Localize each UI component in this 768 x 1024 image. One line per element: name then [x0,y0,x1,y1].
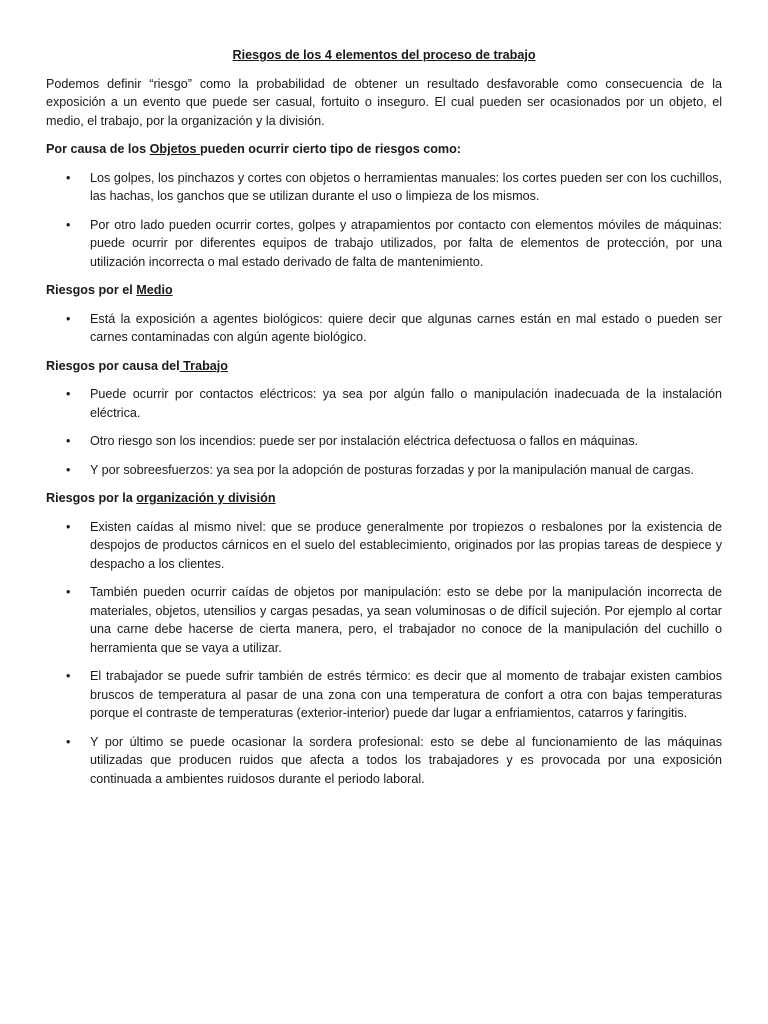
section-heading-objetos [46,140,722,159]
bullet-icon: • [66,734,71,749]
document-page [46,46,722,798]
intro-paragraph: Podemos definir “riesgo” como la probabilidad de obtener un resultado desfavorable como consecuencia de la exposición a un evento que puede ser casual, fortuito o inseguro. El cual pueden ser ocasionados por un objeto, el medio, el trabajo, por la organización y la división. [46,76,722,128]
heading-prefix: Riesgos por el [46,283,137,297]
heading-underlined: organización y división [136,491,276,505]
list-item [46,432,722,451]
list-item [46,169,722,206]
section-heading-trabajo [46,357,722,376]
bullet-list-organizacion [46,518,722,789]
list-item-text: Y por sobreesfuerzos: ya sea por la adopción de posturas forzadas y por la manipulación manual de cargas. [90,462,694,477]
bullet-icon: • [66,311,71,326]
bullet-list-trabajo [46,385,722,479]
heading-prefix: Riesgos por la [46,491,137,505]
list-item [46,667,722,723]
bullet-icon: • [66,462,71,477]
heading-underlined: Medio [136,283,173,297]
section-heading-organizacion [46,489,722,508]
list-item-text: También pueden ocurrir caídas de objetos por manipulación: esto se debe por la manipulación incorrecta de materiales, objetos, utensilios y cargas pesadas, ya sean voluminosas o de difícil sujeción. Por ejemplo al cortar una carne debe hacerse de cierta manera, pero, el trabajador no conoce de la manipulación del cuchillo o herramienta que se vaya a utilizar. [90,585,722,655]
heading-underlined: Objetos [149,142,200,156]
bullet-icon: • [66,387,71,401]
list-item-text: Existen caídas al mismo nivel: que se produce generalmente por tropiezos o resbalones por la existencia de despojos de productos cárnicos en el suelo del establecimiento, originados por las propias tareas de despiece y despacho a los clientes. [90,519,722,571]
section-heading-medio [46,281,722,300]
bullet-icon: • [66,585,71,599]
list-item [46,216,722,272]
bullet-icon: • [66,669,71,683]
list-item [46,385,722,422]
list-item [46,310,722,347]
list-item-text: Está la exposición a agentes biológicos: quiere decir que algunas carnes están en mal estado o pueden ser carnes contaminadas con algún agente biológico. [90,311,722,344]
heading-prefix: Por causa de los [46,142,150,156]
list-item-text: Por otro lado pueden ocurrir cortes, golpes y atrapamientos por contacto con elementos móviles de máquinas: puede ocurrir por diferentes equipos de trabajo utilizados, por falta de elementos de protección, por una utilización incorrecta o mal estado derivado de falta de mantenimiento. [90,217,722,269]
list-item [46,518,722,574]
list-item-text: Y por último se puede ocasionar la sordera profesional: esto se debe al funcionamiento de las máquinas utilizadas que producen ruidos que afecta a todos los trabajadores y es provocada por una exposición continuada a ambientes ruidosos durante el periodo laboral. [90,734,722,786]
bullet-list-medio [46,310,722,347]
list-item-text: Los golpes, los pinchazos y cortes con objetos o herramientas manuales: los cortes pueden ser con los cuchillos, las hachas, los ganchos que se utilizan durante el uso o limpieza de los mismos. [90,170,722,203]
list-item-text: Puede ocurrir por contactos eléctricos: ya sea por algún fallo o manipulación inadecuada de la instalación eléctrica. [90,387,722,420]
list-item [46,461,722,480]
list-item-text: Otro riesgo son los incendios: puede ser por instalación eléctrica defectuosa o fallos en máquinas. [90,434,639,448]
document-title: Riesgos de los 4 elementos del proceso de trabajo [232,48,536,62]
list-item [46,583,722,657]
list-item [46,733,722,789]
heading-prefix: Riesgos por causa del [46,358,180,373]
bullet-icon: • [66,217,71,232]
list-item-text: El trabajador se puede sufrir también de estrés térmico: es decir que al momento de trabajar existen cambios bruscos de temperatura al pasar de una zona con una temperatura de confort a otra con bajas temperaturas porque el contraste de temperaturas (exterior-interior) puede dar lugar a enfriamientos, catarros y faringitis. [90,669,722,720]
bullet-icon: • [66,434,71,448]
bullet-icon: • [66,519,71,534]
bullet-list-objetos [46,169,722,272]
heading-suffix: pueden ocurrir cierto tipo de riesgos como: [199,142,461,156]
bullet-icon: • [66,170,71,185]
heading-underlined: Trabajo [179,358,228,373]
